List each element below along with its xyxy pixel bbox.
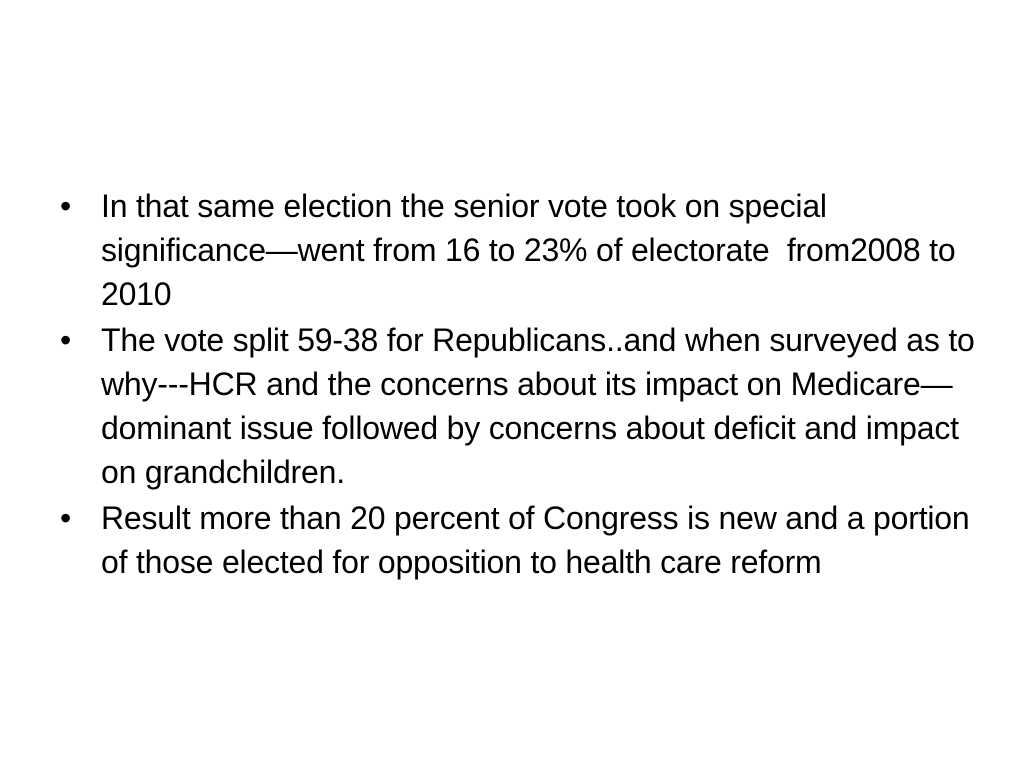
bullet-dot-icon: • (60, 188, 72, 224)
bullet-text: The vote split 59-38 for Republicans..and when surveyed as to why---HCR and the concerns about its impact on Medicare—dominant issue followed by concerns about deficit and impact on grandchildren. (101, 322, 984, 490)
bullet-text: Result more than 20 percent of Congress is new and a portion of those elected for opposition to health care reform (101, 500, 979, 580)
bullet-item (60, 496, 980, 584)
bullet-list (60, 184, 984, 586)
bullet-item (60, 184, 980, 316)
bullet-dot-icon: • (60, 500, 72, 536)
bullet-dot-icon: • (60, 322, 72, 358)
bullet-text: In that same election the senior vote took on special significance—went from 16 to 23% of electorate from2008 to 2010 (101, 188, 965, 312)
bullet-item (60, 318, 984, 494)
